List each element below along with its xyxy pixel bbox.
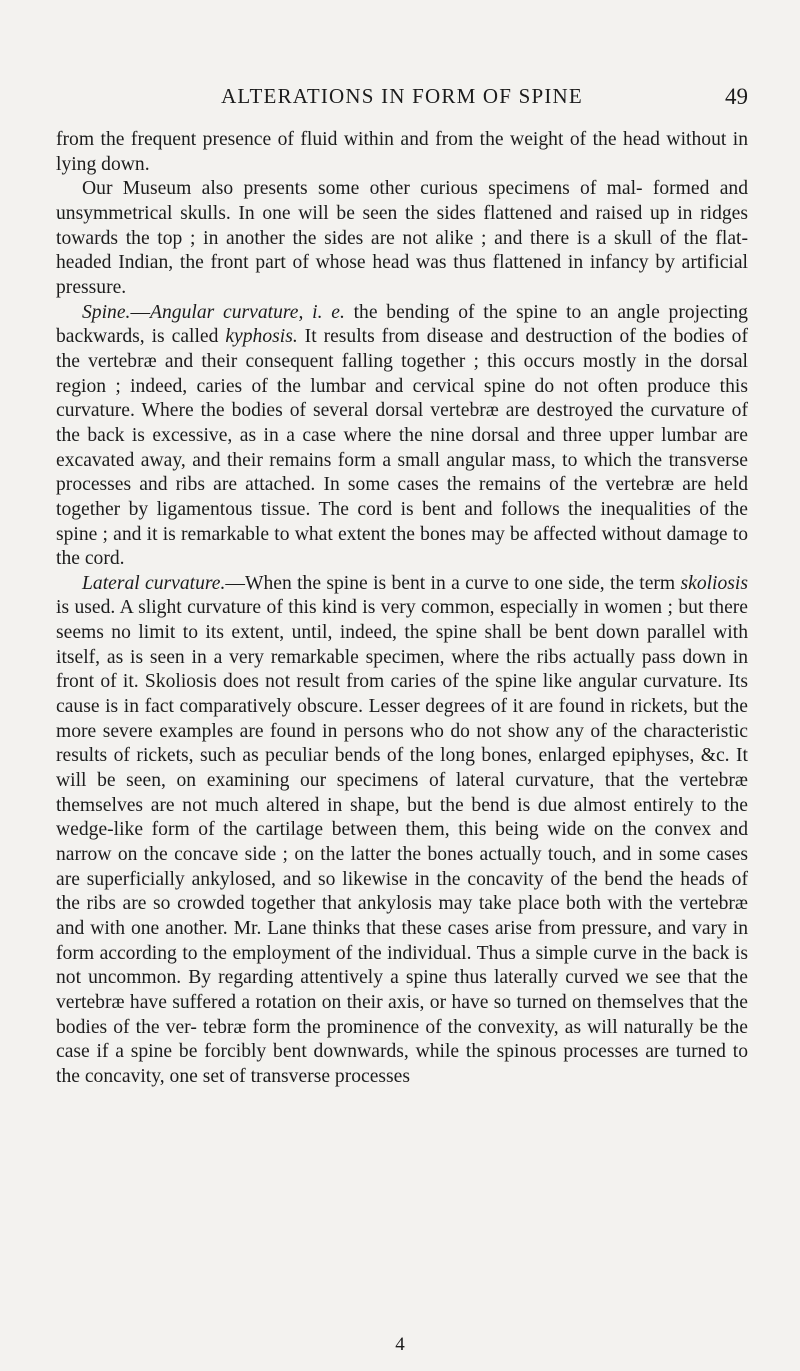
running-head	[56, 84, 748, 114]
text-run: is used. A slight curvature of this kind is very common, especially in women ; but there seems no limit to its extent, until, indeed, the spine shall be bent down parallel with itself, as is seen in a very remarkable specimen, where the ribs actually pass down in front of it. Skoliosis does not result from caries of the spine like angular curvature. Its cause is in fact comparatively obscure. Lesser degrees of it are found in rickets, but the more severe examples are found in persons who do not show any of the characteristic results of rickets, such as peculiar bends of the long bones, enlarged epiphyses, &c. It will be seen, on examining our specimens of lateral curvature, that the vertebræ themselves are not much altered in shape, but the bend is due almost entirely to the wedge-like form of the cartilage between them, this being wide on the convex and narrow on the concave side ; on the latter the bones actually touch, and in some cases are superficially ankylosed, and so likewise in the concavity of the bend the heads of the ribs are so crowded together that ankylosis may take place both with the vertebræ and with one another. Mr. Lane thinks that these cases arise from pressure, and vary in form according to the employment of the individual. Thus a simple curve in the back is not uncommon. By regarding attentively a spine thus laterally curved we see that the vertebræ have suffered a rotation on their axis, or have so turned on themselves that the bodies of the ver- tebræ form the prominence of the convexity, as will naturally be the case if a spine be forcibly bent downwards, while the spinous processes are turned to the concavity, one set of transverse processes	[56, 597, 748, 1087]
text-run: the bending of the spine to an angle projecting backwards, is called	[56, 301, 748, 348]
text-run: It results from disease and destruction of the bodies of the vertebræ and their consequent falling together ; this occurs mostly in the dorsal region ; indeed, caries of the lumbar and cervical spine do not often produce this curvature. Where the bodies of several dorsal vertebræ are destroyed the curvature of the back is excessive, as in a case where the nine dorsal and three upper lumbar are excavated away, and their remains form a small angular mass, to which the transverse processes and ribs are attached. In some cases the remains of the vertebræ are held together by ligamentous tissue. The cord is bent and follows the inequalities of the spine ; and it is remarkable to what extent the bones may be affected without damage to the cord.	[56, 326, 748, 570]
italic-text: Spine.	[82, 301, 131, 323]
text-run: —When the spine is bent in a curve to one side, the term	[225, 572, 681, 594]
text-run: —	[130, 301, 151, 323]
paragraph	[56, 177, 748, 300]
text-run: from the frequent presence of fluid within and from the weight of the head without in lying down.	[56, 129, 748, 175]
page-number: 49	[725, 84, 748, 109]
paragraph	[56, 128, 748, 177]
text-run: Our Museum also presents some other curious specimens of mal- formed and unsymmetrical skulls. In one will be seen the sides flattened and raised up in ridges towards the top ; in another the sides are not alike ; and there is a skull of the flat-headed Indian, the front part of whose head was thus flattened in infancy by artificial pressure.	[56, 178, 748, 298]
italic-text: kyphosis.	[225, 326, 298, 348]
italic-text: i. e.	[312, 301, 345, 323]
signature-mark: 4	[395, 1334, 405, 1355]
text-run	[303, 302, 312, 323]
paragraph	[56, 572, 748, 1090]
italic-text: Lateral curvature.	[82, 572, 226, 594]
paragraph	[56, 301, 748, 572]
running-title: ALTERATIONS IN FORM OF SPINE	[221, 84, 583, 108]
italic-text: Angular curvature,	[150, 301, 304, 323]
italic-text: skoliosis	[680, 572, 748, 594]
body-text	[56, 128, 748, 1090]
